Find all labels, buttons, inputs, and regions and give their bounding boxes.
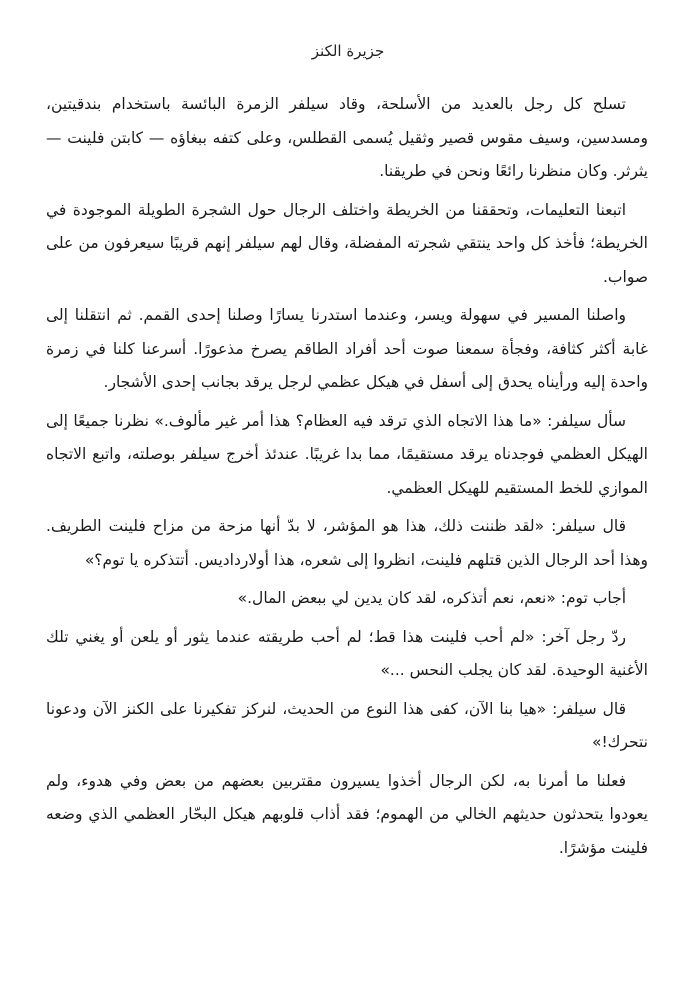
paragraph-2: اتبعنا التعليمات، وتحققنا من الخريطة واختلف الرجال حول الشجرة الطويلة الموجودة في الخريطة؛ فأخذ كل واحد ينتقي شجرته المفضلة، وقال لهم سيلفر إنهم قريبًا سيعرفون من على صواب. xyxy=(46,200,648,286)
body-text xyxy=(46,88,648,870)
running-header-title: جزيرة الكنز xyxy=(311,42,385,60)
paragraph-9: فعلنا ما أمرنا به، لكن الرجال أخذوا يسيرون مقتربين بعضهم من بعض وفي هدوء، ولم يعودوا يتحدثون حديثهم الخالي من الهموم؛ فقد أذاب قلوبهم هيكل البحّار العظمي الذي وضعه فلينت مؤشرًا. xyxy=(46,771,648,857)
paragraph-8: قال سيلفر: «هيا بنا الآن، كفى هذا النوع من الحديث، لنركز تفكيرنا على الكنز الآن ودعونا نتحرك!» xyxy=(46,699,648,751)
paragraph-3: واصلنا المسير في سهولة ويسر، وعندما استدرنا يسارًا وصلنا إحدى القمم. ثم انتقلنا إلى غابة أكثر كثافة، وفجأة سمعنا صوت أحد أفراد الطاقم يصرخ مذعورًا. أسرعنا كلنا في زمرة واحدة إليه ورأيناه يحدق إلى أسفل في هيكل عظمي لرجل يرقد بجانب إحدى الأشجار. xyxy=(46,306,648,391)
paragraph-4: سأل سيلفر: «ما هذا الاتجاه الذي ترقد فيه العظام؟ هذا أمر غير مألوف.» نظرنا جميعًا إلى الهيكل العظمي فوجدناه يرقد مستقيمًا، مما بدا غريبًا. عندئذ أخرج سيلفر بوصلته، واتبع الاتجاه الموازي للخط المستقيم للهيكل العظمي. xyxy=(46,411,648,497)
paragraph-6: أجاب توم: «نعم، نعم أتذكره، لقد كان يدين لي ببعض المال.» xyxy=(237,589,626,607)
paragraph-5: قال سيلفر: «لقد ظننت ذلك، هذا هو المؤشر، لا بدّ أنها مزحة من مزاح فلينت الطريف. وهذا أحد الرجال الذين قتلهم فلينت، انظروا إلى شعره، هذا أولارداديس. أتتذكره يا توم؟» xyxy=(46,517,648,569)
paragraph-1: تسلح كل رجل بالعديد من الأسلحة، وقاد سيلفر الزمرة البائسة باستخدام بندقيتين، ومسدسين، وسيف مقوس قصير وثقيل يُسمى القطلس، وعلى كتفه ببغاؤه — كابتن فلينت — يثرثر. وكان منظرنا رائعًا ونحن في طريقنا. xyxy=(46,95,648,180)
paragraph-7: ردّ رجل آخر: «لم أحب فلينت هذا قط؛ لم أحب طريقته عندما يثور أو يلعن أو يغني تلك الأغنية الوحيدة. لقد كان يجلب النحس ...» xyxy=(46,627,648,679)
